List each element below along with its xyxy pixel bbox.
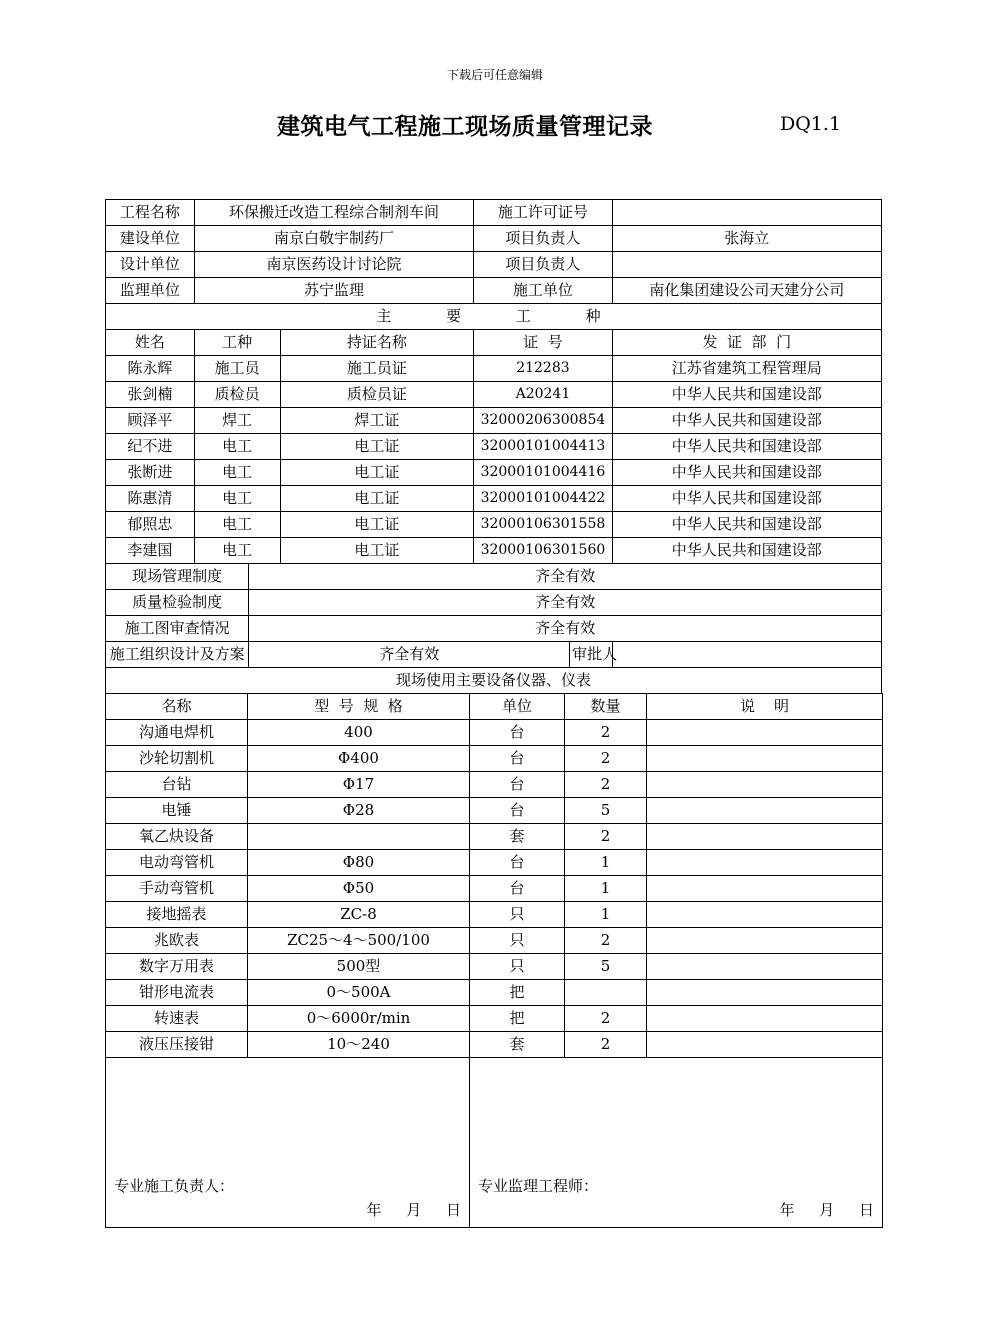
equipment-table xyxy=(105,693,883,1228)
person-cert: 电工证 xyxy=(280,434,474,460)
person-trade: 电工 xyxy=(194,512,280,538)
equipment-qty: 5 xyxy=(565,954,647,980)
equipment-note xyxy=(647,876,883,902)
project-name-label: 工程名称 xyxy=(106,200,195,226)
equipment-header-row xyxy=(106,694,883,720)
table-row xyxy=(106,382,882,408)
owner-label: 建设单位 xyxy=(106,226,195,252)
person-cert-number: 32000101004422 xyxy=(474,486,612,512)
permit-value xyxy=(612,200,881,226)
equipment-qty: 1 xyxy=(565,850,647,876)
designer-pm-label: 项目负责人 xyxy=(474,252,612,278)
table-row xyxy=(106,486,882,512)
person-name: 陈惠清 xyxy=(106,486,195,512)
equipment-name: 电动弯管机 xyxy=(106,850,248,876)
plan-value: 齐全有效 xyxy=(249,642,570,668)
equipment-qty: 1 xyxy=(565,876,647,902)
person-name: 顾泽平 xyxy=(106,408,195,434)
equipment-unit: 只 xyxy=(470,928,565,954)
drawing-label: 施工图审查情况 xyxy=(106,616,249,642)
person-issuer: 中华人民共和国建设部 xyxy=(612,512,881,538)
equipment-name: 手动弯管机 xyxy=(106,876,248,902)
equipment-name: 数字万用表 xyxy=(106,954,248,980)
person-cert: 电工证 xyxy=(280,486,474,512)
construction-lead-label: 专业施工负责人： xyxy=(114,1177,235,1195)
table-row xyxy=(106,720,883,746)
site-mgmt-label: 现场管理制度 xyxy=(106,564,249,590)
form-code: DQ1.1 xyxy=(780,113,842,135)
designer-row xyxy=(106,252,882,278)
person-issuer: 中华人民共和国建设部 xyxy=(612,486,881,512)
person-trade: 焊工 xyxy=(194,408,280,434)
designer-label: 设计单位 xyxy=(106,252,195,278)
equipment-note xyxy=(647,1006,883,1032)
equipment-note xyxy=(647,824,883,850)
equipment-note xyxy=(647,980,883,1006)
equipment-model: 400 xyxy=(248,720,470,746)
person-name: 张断进 xyxy=(106,460,195,486)
owner-pm-value: 张海立 xyxy=(612,226,881,252)
equipment-note xyxy=(647,720,883,746)
person-issuer: 中华人民共和国建设部 xyxy=(612,434,881,460)
person-trade: 施工员 xyxy=(194,356,280,382)
contractor-label: 施工单位 xyxy=(474,278,612,304)
personnel-section-row xyxy=(106,304,882,330)
project-row xyxy=(106,200,882,226)
person-cert-number: 32000101004413 xyxy=(474,434,612,460)
owner-row xyxy=(106,226,882,252)
supervision-engineer-label: 专业监理工程师： xyxy=(478,1177,599,1195)
equipment-note xyxy=(647,850,883,876)
equipment-model: Φ80 xyxy=(248,850,470,876)
table-row xyxy=(106,876,883,902)
supervisor-value: 苏宁监理 xyxy=(194,278,474,304)
table-row xyxy=(106,434,882,460)
person-cert-number: 212283 xyxy=(474,356,612,382)
equipment-model: Φ17 xyxy=(248,772,470,798)
person-name: 陈永辉 xyxy=(106,356,195,382)
person-cert: 施工员证 xyxy=(280,356,474,382)
personnel-header-cert: 持证名称 xyxy=(280,330,474,356)
contractor-value: 南化集团建设公司天建分公司 xyxy=(612,278,881,304)
equipment-model: 500型 xyxy=(248,954,470,980)
equipment-header-name: 名称 xyxy=(106,694,248,720)
person-cert-number: 32000206300854 xyxy=(474,408,612,434)
table-row xyxy=(106,460,882,486)
equipment-name: 转速表 xyxy=(106,1006,248,1032)
qc-value: 齐全有效 xyxy=(249,590,882,616)
table-row xyxy=(106,512,882,538)
equipment-qty: 2 xyxy=(565,824,647,850)
table-row xyxy=(106,772,883,798)
equipment-model: 10～240 xyxy=(248,1032,470,1058)
person-cert: 电工证 xyxy=(280,512,474,538)
designer-value: 南京医药设计讨论院 xyxy=(194,252,474,278)
equipment-note xyxy=(647,928,883,954)
equipment-qty: 1 xyxy=(565,902,647,928)
table-row xyxy=(106,824,883,850)
table-row xyxy=(106,928,883,954)
table-row xyxy=(106,746,883,772)
equipment-unit: 台 xyxy=(470,876,565,902)
signature-row xyxy=(106,1058,883,1228)
person-name: 纪不进 xyxy=(106,434,195,460)
personnel-section-title: 主 要 工 种 xyxy=(106,304,882,330)
personnel-header-trade: 工种 xyxy=(194,330,280,356)
approver-label: 审批人 xyxy=(570,642,612,668)
equipment-name: 沟通电焊机 xyxy=(106,720,248,746)
top-note: 下载后可任意编辑 xyxy=(446,68,543,82)
person-name: 李建国 xyxy=(106,538,195,564)
person-cert: 质检员证 xyxy=(280,382,474,408)
personnel-rows xyxy=(106,356,882,564)
equipment-name: 沙轮切割机 xyxy=(106,746,248,772)
equipment-header-note: 说 明 xyxy=(647,694,883,720)
person-issuer: 中华人民共和国建设部 xyxy=(612,382,881,408)
table-row xyxy=(106,902,883,928)
supervision-date: 年 月 日 xyxy=(779,1201,874,1219)
equipment-model xyxy=(248,824,470,850)
person-cert: 电工证 xyxy=(280,460,474,486)
equipment-unit: 台 xyxy=(470,798,565,824)
permit-label: 施工许可证号 xyxy=(474,200,612,226)
table-row xyxy=(106,356,882,382)
equipment-section-title: 现场使用主要设备仪器、仪表 xyxy=(106,668,882,694)
personnel-header-issuer: 发 证 部 门 xyxy=(612,330,881,356)
qc-row xyxy=(106,590,882,616)
person-cert-number: 32000106301558 xyxy=(474,512,612,538)
equipment-name: 液压压接钳 xyxy=(106,1032,248,1058)
equipment-note xyxy=(647,954,883,980)
supervisor-row xyxy=(106,278,882,304)
personnel-header-number: 证 号 xyxy=(474,330,612,356)
equipment-model: ZC25～4～500/100 xyxy=(248,928,470,954)
equipment-qty: 2 xyxy=(565,928,647,954)
person-trade: 质检员 xyxy=(194,382,280,408)
person-cert-number: A20241 xyxy=(474,382,612,408)
person-cert-number: 32000106301560 xyxy=(474,538,612,564)
drawing-row xyxy=(106,616,882,642)
equipment-model: 0～500A xyxy=(248,980,470,1006)
site-mgmt-value: 齐全有效 xyxy=(249,564,882,590)
person-issuer: 江苏省建筑工程管理局 xyxy=(612,356,881,382)
equipment-note xyxy=(647,746,883,772)
equipment-unit: 台 xyxy=(470,772,565,798)
person-trade: 电工 xyxy=(194,486,280,512)
plan-label: 施工组织设计及方案 xyxy=(106,642,249,668)
construction-date: 年 月 日 xyxy=(366,1201,461,1219)
person-issuer: 中华人民共和国建设部 xyxy=(612,538,881,564)
equipment-unit: 只 xyxy=(470,902,565,928)
supervisor-label: 监理单位 xyxy=(106,278,195,304)
designer-pm-value xyxy=(612,252,881,278)
equipment-unit: 套 xyxy=(470,1032,565,1058)
table-row xyxy=(106,954,883,980)
equipment-name: 钳形电流表 xyxy=(106,980,248,1006)
equipment-qty: 2 xyxy=(565,772,647,798)
person-cert: 焊工证 xyxy=(280,408,474,434)
qc-label: 质量检验制度 xyxy=(106,590,249,616)
person-trade: 电工 xyxy=(194,538,280,564)
page-title: 建筑电气工程施工现场质量管理记录 xyxy=(277,113,653,140)
person-trade: 电工 xyxy=(194,460,280,486)
personnel-header-row xyxy=(106,330,882,356)
equipment-model: ZC-8 xyxy=(248,902,470,928)
personnel-header-name: 姓名 xyxy=(106,330,195,356)
equipment-model: 0～6000r/min xyxy=(248,1006,470,1032)
equipment-name: 电锤 xyxy=(106,798,248,824)
equipment-qty: 2 xyxy=(565,746,647,772)
equipment-name: 台钻 xyxy=(106,772,248,798)
equipment-header-unit: 单位 xyxy=(470,694,565,720)
table-row xyxy=(106,408,882,434)
equipment-qty: 2 xyxy=(565,1032,647,1058)
table-row xyxy=(106,798,883,824)
equipment-rows xyxy=(106,720,883,1058)
supervision-signature-cell xyxy=(470,1058,883,1228)
equipment-qty: 5 xyxy=(565,798,647,824)
equipment-qty: 2 xyxy=(565,1006,647,1032)
equipment-note xyxy=(647,798,883,824)
equipment-model: Φ400 xyxy=(248,746,470,772)
plan-row xyxy=(106,642,882,668)
equipment-name: 氧乙炔设备 xyxy=(106,824,248,850)
person-name: 张剑楠 xyxy=(106,382,195,408)
equipment-header-qty: 数量 xyxy=(565,694,647,720)
person-issuer: 中华人民共和国建设部 xyxy=(612,408,881,434)
person-trade: 电工 xyxy=(194,434,280,460)
approver-value xyxy=(612,642,881,668)
equipment-model: Φ28 xyxy=(248,798,470,824)
equipment-note xyxy=(647,772,883,798)
equipment-model: Φ50 xyxy=(248,876,470,902)
table-row xyxy=(106,1006,883,1032)
equipment-note xyxy=(647,1032,883,1058)
person-cert-number: 32000101004416 xyxy=(474,460,612,486)
construction-signature-cell xyxy=(106,1058,470,1228)
equipment-note xyxy=(647,902,883,928)
equipment-qty xyxy=(565,980,647,1006)
equipment-name: 接地摇表 xyxy=(106,902,248,928)
person-cert: 电工证 xyxy=(280,538,474,564)
equipment-unit: 台 xyxy=(470,720,565,746)
equipment-unit: 台 xyxy=(470,746,565,772)
equipment-unit: 台 xyxy=(470,850,565,876)
equipment-unit: 只 xyxy=(470,954,565,980)
quality-record-table xyxy=(105,199,882,694)
equipment-unit: 把 xyxy=(470,980,565,1006)
equipment-header-model: 型 号 规 格 xyxy=(248,694,470,720)
person-issuer: 中华人民共和国建设部 xyxy=(612,460,881,486)
equipment-name: 兆欧表 xyxy=(106,928,248,954)
owner-pm-label: 项目负责人 xyxy=(474,226,612,252)
table-row xyxy=(106,850,883,876)
drawing-value: 齐全有效 xyxy=(249,616,882,642)
table-row xyxy=(106,1032,883,1058)
table-row xyxy=(106,538,882,564)
equipment-unit: 把 xyxy=(470,1006,565,1032)
equipment-unit: 套 xyxy=(470,824,565,850)
owner-value: 南京白敬宇制药厂 xyxy=(194,226,474,252)
person-name: 郁照忠 xyxy=(106,512,195,538)
equipment-section-row xyxy=(106,668,882,694)
table-row xyxy=(106,980,883,1006)
project-name: 环保搬迁改造工程综合制剂车间 xyxy=(194,200,474,226)
site-mgmt-row xyxy=(106,564,882,590)
equipment-qty: 2 xyxy=(565,720,647,746)
